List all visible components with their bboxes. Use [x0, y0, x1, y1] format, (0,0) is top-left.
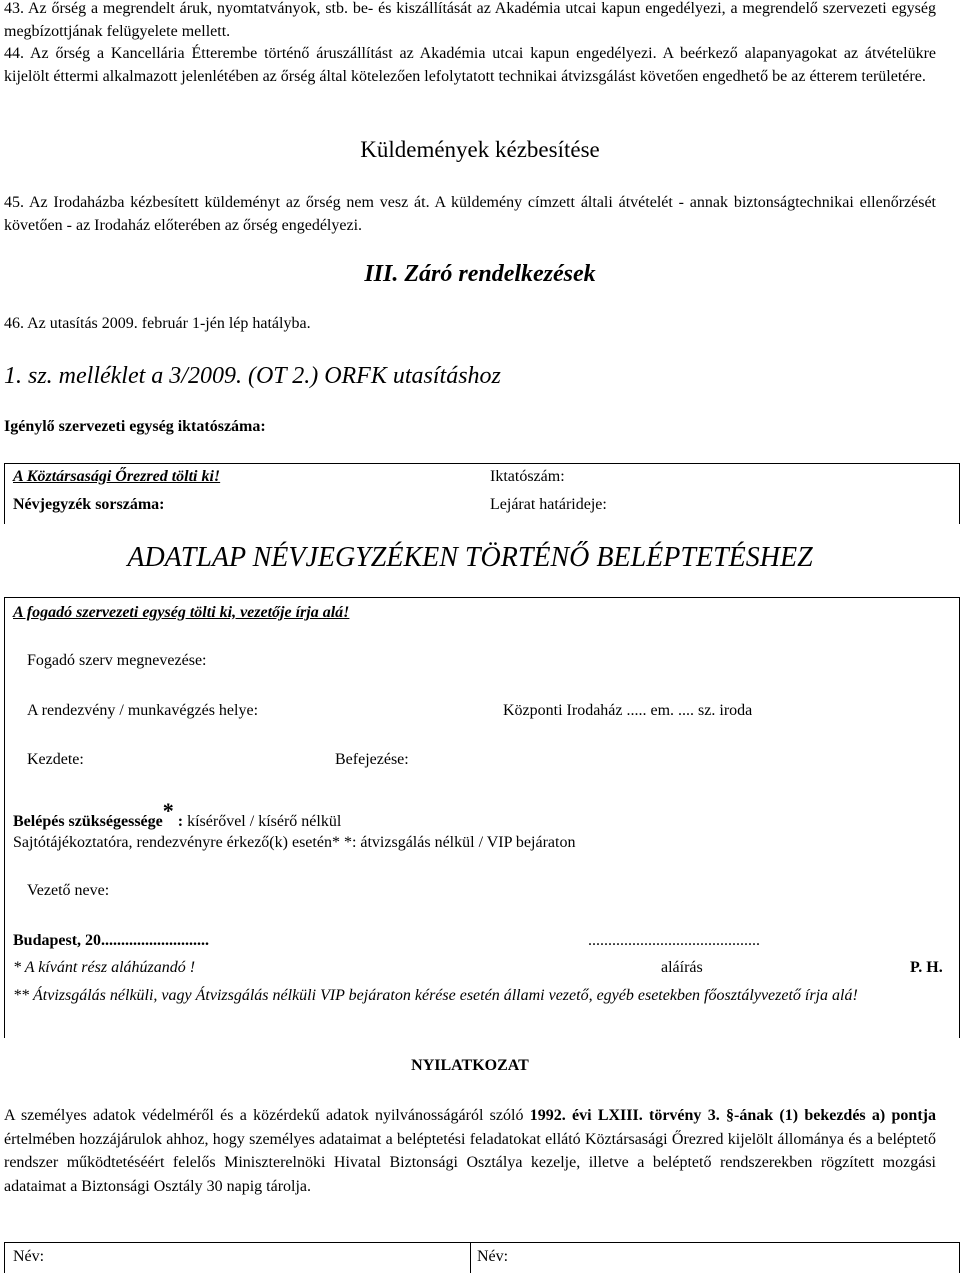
file-number-label: Iktatószám: — [490, 468, 565, 485]
form-title: ADATLAP NÉVJEGYZÉKEN TÖRTÉNŐ BELÉPTETÉSHEZ — [127, 542, 813, 573]
declaration-law-reference: 1992. évi LXIII. törvény 3. §-ának (1) bekezdés a) pontja — [529, 1107, 936, 1124]
section-title-closing: III. Záró rendelkezések — [364, 261, 596, 287]
press-event-line: Sajtótájékoztatóra, rendezvényre érkező(k) esetén* *: átvizsgálás nélkül / VIP bejáraton — [13, 834, 576, 851]
name-row — [4, 1242, 960, 1273]
paragraph-45: 45. Az Irodaházba kézbesített küldeményt az őrség nem vesz át. A küldemény címzett általi átvételét - annak biztonságtechnikai ellenőrzését követően - az Irodaház előterében az őrség engedélyezi. — [4, 194, 936, 234]
declaration-title: NYILATKOZAT — [411, 1057, 529, 1074]
entry-colon: : — [173, 813, 184, 830]
paragraph-44: 44. Az őrség a Kancellária Étterembe történő áruszállítást az Akadémia utcai kapun engedélyezi. A beérkező alapanyagokat az átvételükre kijelölt éttermi alkalmazott jelenlétében az őrség által kötelezően lefolytatott technikai átvizsgálást követően engedhető be az étterem területére. — [4, 45, 936, 85]
leader-name-label: Vezető neve: — [27, 882, 110, 899]
paragraph-43: 43. Az őrség a megrendelt áruk, nyomtatványok, stb. be- és kiszállítását az Akadémia utcai kapun engedélyezi, a megrendelő szervezeti egység megbízottjának felügyelete mellett. — [4, 0, 936, 40]
signature-line: ........................................... — [588, 932, 760, 949]
entry-requirement-line — [13, 798, 342, 832]
guard-section-heading: A Köztársasági Őrezred tölti ki! — [13, 468, 221, 485]
expiry-deadline-label: Lejárat határideje: — [490, 496, 607, 513]
host-section-box — [4, 597, 960, 1038]
paragraph-46: 46. Az utasítás 2009. február 1-jén lép hatályba. — [4, 315, 311, 332]
entry-requirement-label: Belépés szükségessége — [13, 813, 163, 830]
host-section-heading: A fogadó szervezeti egység tölti ki, vezetője írja alá! — [13, 604, 350, 621]
venue-label: A rendezvény / munkavégzés helye: — [27, 702, 259, 719]
start-label: Kezdete: — [27, 751, 84, 768]
note-inspection: ** Átvizsgálás nélküli, vagy Átvizsgálás nélküli VIP bejáraton kérése esetén állami vezető, egyéb esetekben főosztályvezető írja alá! — [13, 987, 858, 1004]
name-row-divider — [470, 1243, 471, 1273]
guard-section-box — [4, 463, 960, 524]
declaration-text — [4, 1104, 936, 1198]
signature-label: aláírás — [661, 959, 703, 976]
stamp-label: P. H. — [910, 959, 943, 976]
note-underline: * A kívánt rész aláhúzandó ! — [13, 959, 196, 976]
annex-title: 1. sz. melléklet a 3/2009. (OT 2.) ORFK utasításhoz — [4, 363, 501, 389]
section-title-deliveries: Küldemények kézbesítése — [360, 137, 600, 162]
end-label: Befejezése: — [335, 751, 409, 768]
venue-value: Központi Irodaház ..... em. .... sz. iroda — [503, 702, 753, 719]
name-label-right: Név: — [477, 1248, 509, 1265]
name-label-left: Név: — [13, 1248, 45, 1265]
place-date: Budapest, 20........................... — [13, 932, 210, 949]
requesting-unit-label: Igénylő szervezeti egység iktatószáma: — [4, 418, 266, 435]
host-org-label: Fogadó szerv megnevezése: — [27, 652, 207, 669]
declaration-text-part1: A személyes adatok védelméről és a közérdekű adatok nyilvánosságáról szóló — [4, 1107, 530, 1124]
entry-options: kísérővel / kísérő nélkül — [183, 813, 342, 830]
declaration-text-part2: értelmében hozzájárulok ahhoz, hogy személyes adataimat a beléptetési feladatokat ellátó Köztársasági Őrezred kijelölt állománya és a beléptető rendszer működtetéséért felelős Miniszterelnöki Hivatal Biztonsági Osztálya kezelje, illetve a beléptető rendszerekben rögzített mozgási adataimat a Biztonsági Osztály 30 napig tárolja. — [4, 1130, 936, 1195]
name-list-number-label: Névjegyzék sorszáma: — [13, 496, 165, 513]
entry-star: * — [162, 798, 174, 823]
